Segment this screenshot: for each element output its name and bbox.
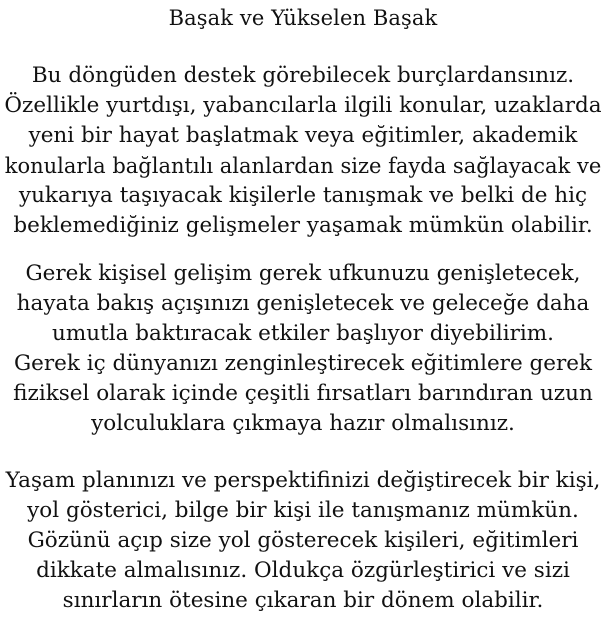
paragraph-1-line-4: konularla bağlantılı alanlardan size fayda sağlayacak ve xyxy=(4,154,602,178)
paragraph-3-line-5: sınırların ötesine çıkaran bir dönem olabilir. xyxy=(62,588,544,613)
paragraph-3-line-3: Gözünü açıp size yol gösterecek kişileri, eğitimleri xyxy=(27,528,579,553)
paragraph-1-line-1: Bu döngüden destek görebilecek burçlardansınız. xyxy=(31,63,575,88)
paragraph-3-line-2: yol gösterici, bilge bir kişi ile tanışmanız mümkün. xyxy=(27,498,579,523)
paragraph-2-line-6: yolculuklara çıkmaya hazır olmalısınız. xyxy=(91,411,515,436)
paragraph-1-line-6: beklemediğiniz gelişmeler yaşamak mümkün olabilir. xyxy=(13,213,593,238)
paragraph-1-line-3: yeni bir hayat başlatmak veya eğitimler, akademik xyxy=(28,123,578,148)
paragraph-3-line-1: Yaşam planınızı ve perspektifinizi değiştirecek bir kişi, xyxy=(5,468,601,493)
document-title: Başak ve Yükselen Başak xyxy=(168,6,438,30)
paragraph-2-line-2: hayata bakış açışınızı genişletecek ve geleceğe daha xyxy=(16,291,590,316)
paragraph-1-line-2: Özellikle yurtdışı, yabancılarla ilgili konular, uzaklarda xyxy=(4,93,602,118)
paragraph-2-line-4: Gerek iç dünyanızı zenginleştirecek eğitimlere gerek xyxy=(13,351,593,376)
paragraph-1-line-5: yukarıya taşıyacak kişilerle tanışmak ve belki de hiç xyxy=(18,183,588,208)
paragraph-2-line-1: Gerek kişisel gelişim gerek ufkunuzu genişletecek, xyxy=(25,261,581,286)
paragraph-2-line-5: fiziksel olarak içinde çeşitli fırsatları barındıran uzun xyxy=(13,381,593,406)
paragraph-3-line-4: dikkate almalısınız. Oldukça özgürleştirici ve sizi xyxy=(36,558,570,583)
paragraph-2-line-3: umutla baktıracak etkiler başlıyor diyebilirim. xyxy=(51,321,555,346)
